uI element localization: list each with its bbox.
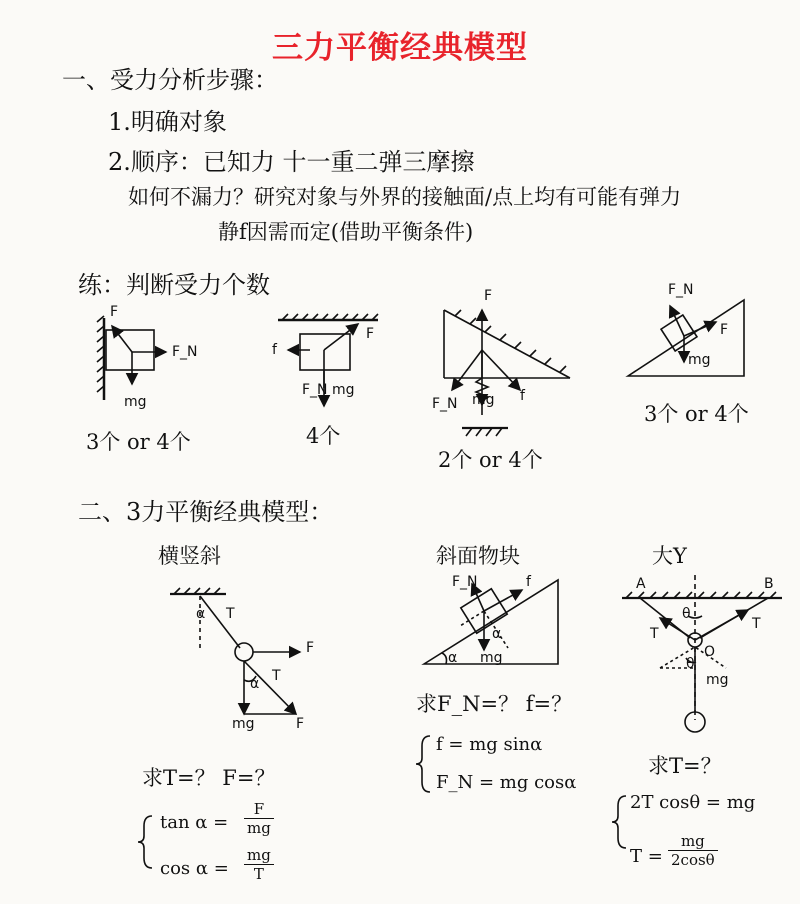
d3-label-mg: mg: [472, 392, 495, 408]
m3-T2: T: [752, 616, 761, 632]
d2-label-mg: mg: [332, 382, 355, 398]
d1-answer: 3个 or 4个: [86, 430, 191, 454]
m1-mg: mg: [232, 716, 255, 732]
d1-label-FN: F_N: [172, 344, 198, 360]
model-3-diagram: [622, 575, 782, 732]
note2: 静f因需而定(借助平衡条件): [218, 220, 474, 244]
d1-label-mg: mg: [124, 394, 147, 410]
diagram-3: [444, 310, 570, 436]
m1-eq1-num: F: [244, 800, 274, 819]
d4-label-F: F: [720, 322, 729, 338]
d1-label-F: F: [110, 304, 119, 320]
diagram-4: [628, 300, 744, 376]
m3-A: A: [636, 576, 646, 592]
m2-alpha1: α: [448, 650, 458, 666]
m1-eq1-lhs: tan α =: [160, 812, 229, 833]
d2-label-f: f: [272, 342, 277, 358]
m3-theta2: θ: [686, 656, 695, 672]
m3-eq2-num: mg: [668, 832, 718, 851]
m1-alpha2: α: [250, 676, 260, 692]
diagram-1: [97, 316, 166, 400]
m1-eq2-lhs: cos α =: [160, 858, 229, 879]
model-1-diagram: [170, 588, 300, 714]
d4-label-FN: F_N: [668, 282, 694, 298]
m1-title: 横竖斜: [158, 544, 221, 568]
d2-label-F: F: [366, 326, 375, 342]
m2-alpha2: α: [492, 626, 502, 642]
m3-question: 求T=？: [648, 754, 722, 778]
m1-F2: F: [296, 716, 305, 732]
m3-mg: mg: [706, 672, 729, 688]
section2-heading: 二、3力平衡经典模型：: [78, 498, 334, 526]
m2-eq2: F_N = mg cosα: [436, 772, 577, 793]
m2-mg: mg: [480, 650, 503, 666]
brace-3: [612, 796, 626, 848]
m3-eq2-lhs: T =: [630, 846, 663, 867]
m3-T1: T: [650, 626, 659, 642]
d3-label-F: F: [484, 288, 493, 304]
d2-label-FN: F_N: [302, 382, 328, 398]
m1-eq1-den: mg: [247, 819, 271, 837]
m1-alpha1: α: [196, 606, 206, 622]
d3-label-FN: F_N: [432, 396, 458, 412]
brace-1: [138, 816, 152, 868]
m1-eq2-den: T: [253, 865, 264, 883]
diagram-2: [278, 314, 378, 406]
d4-label-mg: mg: [688, 352, 711, 368]
m3-B: B: [764, 576, 774, 592]
m1-eq2-num: mg: [244, 846, 274, 865]
practice-heading: 练：判断受力个数: [78, 271, 270, 299]
m2-question: 求F_N=？ f=？: [416, 692, 573, 716]
d3-label-f: f: [520, 388, 525, 404]
section1-heading: 一、受力分析步骤：: [62, 66, 278, 94]
step1: 1.明确对象: [108, 108, 227, 136]
m2-eq1: f = mg sinα: [436, 734, 543, 755]
page-title: 三力平衡经典模型: [272, 30, 528, 65]
m1-T2: T: [272, 668, 281, 684]
m1-eq2-frac: [244, 846, 274, 883]
m1-question: 求T=？ F=？: [142, 766, 276, 790]
m2-FN: F_N: [452, 574, 478, 590]
m2-title: 斜面物块: [436, 544, 520, 568]
note1: 如何不漏力？研究对象与外界的接触面/点上均有可能有弹力: [128, 185, 682, 209]
m1-eq1-frac: [244, 800, 274, 837]
m3-eq2-frac: [668, 832, 718, 869]
m3-O: O: [704, 644, 716, 660]
d3-answer: 2个 or 4个: [438, 448, 543, 472]
brace-2: [416, 736, 430, 792]
step2: 2.顺序：已知力 十一重二弹三摩擦: [108, 148, 475, 176]
m1-F1: F: [306, 640, 315, 656]
m3-eq2-den: 2cosθ: [671, 851, 715, 869]
m3-theta1: θ: [682, 606, 691, 622]
m3-title: 大Y: [652, 544, 687, 568]
d2-answer: 4个: [306, 424, 341, 448]
d4-answer: 3个 or 4个: [644, 402, 749, 426]
m1-T1: T: [226, 606, 235, 622]
m3-eq1: 2T cosθ = mg: [630, 792, 756, 813]
m2-f: f: [526, 574, 531, 590]
